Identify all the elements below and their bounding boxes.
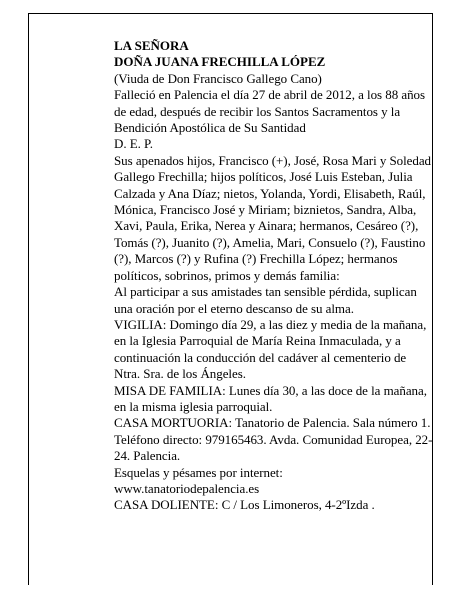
rip-line: D. E. P.	[114, 136, 153, 152]
family-paragraph: Sus apenados hijos, Francisco (+), José, Rosa Mari y Soledad Gallego Frechilla; hijos políticos, José Luis Esteban, Julia Calzada y Ana Díaz; nietos, Yolanda, Yordi, Elisabeth, Raúl, Mónica, Francisco José y Miriam; biznietos, Sandra, Alba, Xavi, Paula, Erika, Nerea y Ainara; hermanos, Cesáreo (?), Tomás (?), Juanito (?), Amelia, Mari, Consuelo (?), Faustino (?), Marcos (?) y Rufina (?) Frechilla López; hermanos políticos, sobrinos, primos y demás familia:	[114, 152, 432, 283]
internet-label: Esquelas y pésames por internet:	[114, 464, 283, 480]
website-link[interactable]: www.tanatoriodepalencia.es	[114, 480, 260, 496]
vigil-paragraph: VIGILIA: Domingo día 29, a las diez y media de la mañana, en la Iglesia Parroquial de María Reina Inmaculada, y a continuación la conducción del cadáver al cementerio de Ntra. Sra. de los Ángeles.	[114, 316, 427, 382]
obituary-notice	[114, 38, 434, 514]
death-paragraph: Falleció en Palencia el día 27 de abril de 2012, a los 88 años de edad, después de recibir los Santos Sacramentos y la Bendición Apostólica de Su Santidad	[114, 87, 425, 136]
home-address: CASA DOLIENTE: C / Los Limoneros, 4-2ºIzda .	[114, 497, 375, 513]
deceased-name: DOÑA JUANA FRECHILLA LÓPEZ	[114, 54, 326, 70]
notice-title: LA SEÑORA	[114, 38, 189, 53]
request-paragraph: Al participar a sus amistades tan sensible pérdida, suplican una oración por el eterno descanso de su alma.	[114, 284, 417, 316]
mass-paragraph: MISA DE FAMILIA: Lunes día 30, a las doce de la mañana, en la misma iglesia parroquial.	[114, 382, 427, 414]
mortuary-paragraph: CASA MORTUORIA: Tanatorio de Palencia. Sala número 1. Teléfono directo: 979165463. Avda. Comunidad Europea, 22-24. Palencia.	[114, 415, 433, 464]
widow-line: (Viuda de Don Francisco Gallego Cano)	[114, 70, 322, 86]
